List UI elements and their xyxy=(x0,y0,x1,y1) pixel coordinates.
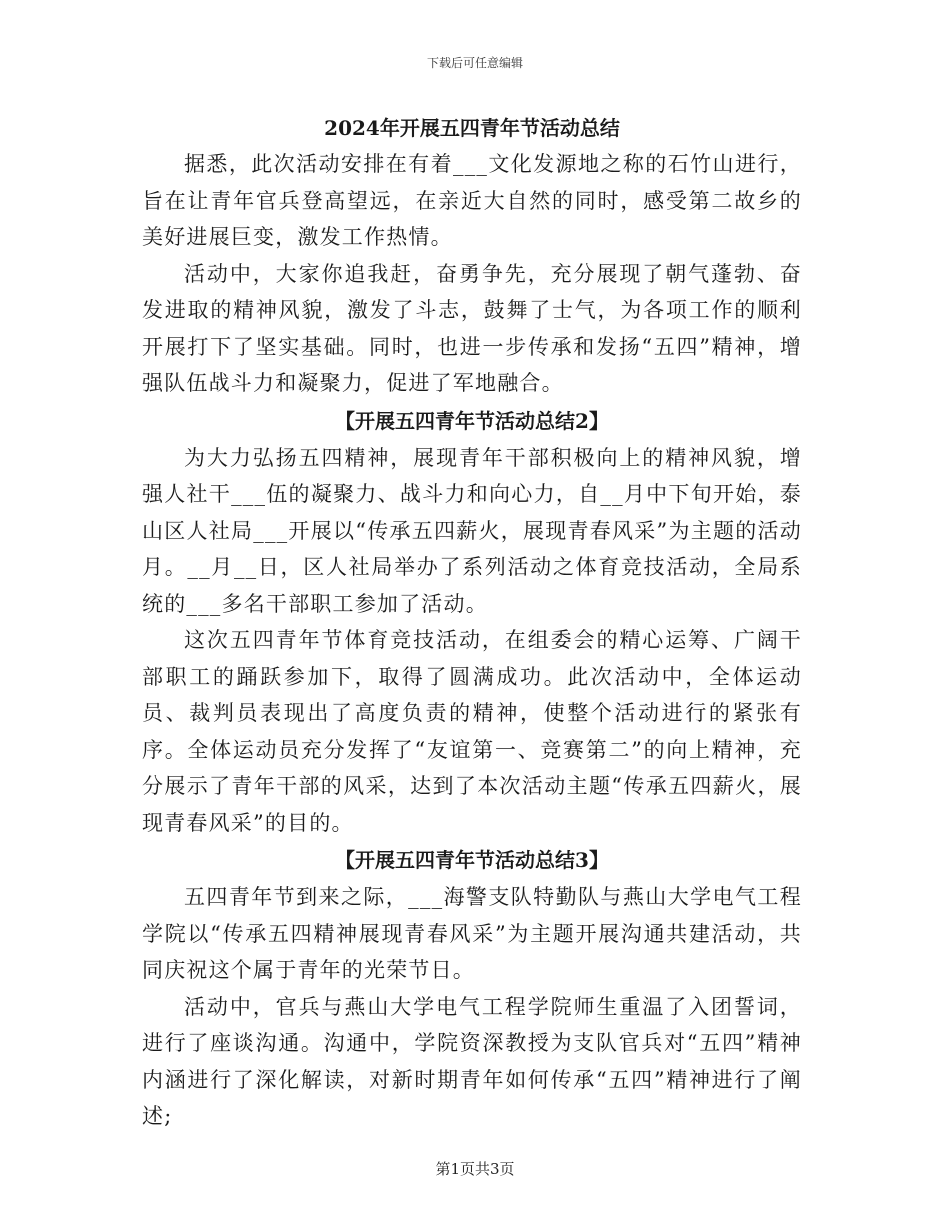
paragraph: 五四青年节到来之际，___海警支队特勤队与燕山大学电气工程学院以“传承五四精神展现青春风采”为主题开展沟通共建活动，共同庆祝这个属于青年的光荣节日。 xyxy=(142,885,802,982)
document-title: 2024年开展五四青年节活动总结 xyxy=(324,116,620,140)
paragraph: 活动中，大家你追我赶，奋勇争先，充分展现了朝气蓬勃、奋发进取的精神风貌，激发了斗志，鼓舞了士气，为各项工作的顺利开展打下了坚实基础。同时，也进一步传承和发扬“五四”精神，增强队伍战斗力和凝聚力，促进了军地融合。 xyxy=(142,261,802,395)
paragraph: 为大力弘扬五四精神，展现青年干部积极向上的精神风貌，增强人社干___伍的凝聚力、战斗力和向心力，自__月中下旬开始，泰山区人社局___开展以“传承五四薪火，展现青春风采”为主题的活动月。__月__日，区人社局举办了系列活动之体育竞技活动，全局系统的___多名干部职工参加了活动。 xyxy=(142,445,802,616)
page-number: 第1页共3页 xyxy=(435,1160,515,1178)
section-heading-3: 【开展五四青年节活动总结3】 xyxy=(335,848,609,872)
page-header-note: 下载后可任意编辑 xyxy=(426,56,523,70)
paragraph: 据悉，此次活动安排在有着___文化发源地之称的石竹山进行，旨在让青年官兵登高望远，在亲近大自然的同时，感受第二故乡的美好进展巨变，激发工作热情。 xyxy=(142,152,802,249)
paragraph: 这次五四青年节体育竞技活动，在组委会的精心运筹、广阔干部职工的踊跃参加下，取得了圆满成功。此次活动中，全体运动员、裁判员表现出了高度负责的精神，使整个活动进行的紧张有序。全体运动员充分发挥了“友谊第一、竞赛第二”的向上精神，充分展示了青年干部的风采，达到了本次活动主题“传承五四薪火，展现青春风采”的目的。 xyxy=(142,628,802,835)
document-body xyxy=(142,110,802,1135)
paragraph: 活动中，官兵与燕山大学电气工程学院师生重温了入团誓词，进行了座谈沟通。沟通中，学院资深教授为支队官兵对“五四”精神内涵进行了深化解读，对新时期青年如何传承“五四”精神进行了阐述; xyxy=(142,994,802,1128)
section-heading-2: 【开展五四青年节活动总结2】 xyxy=(335,408,609,433)
